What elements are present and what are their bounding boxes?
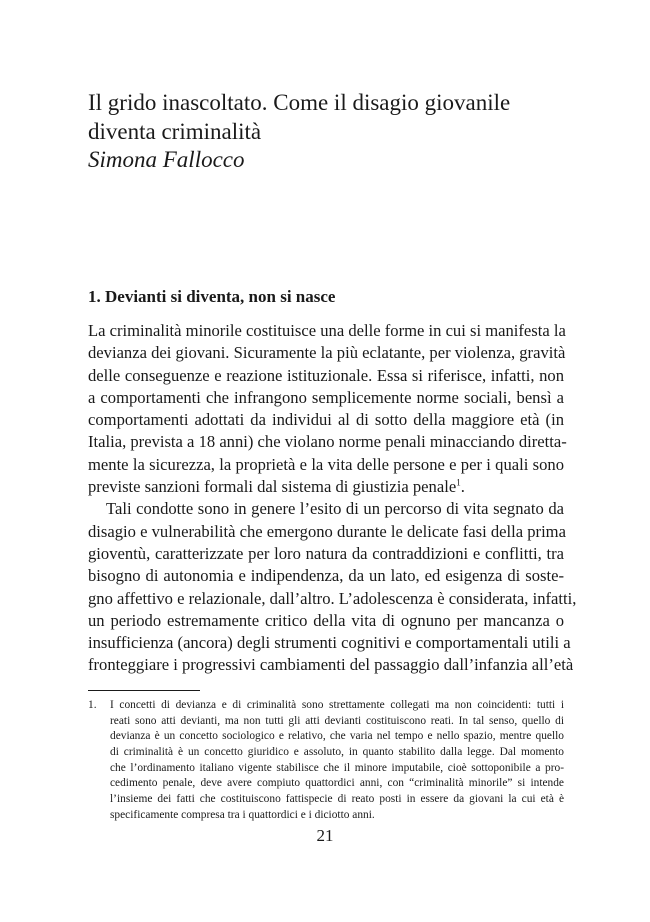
text-line-content: previste sanzioni formali dal sistema di giustizia penale	[88, 477, 457, 497]
chapter-title	[88, 88, 568, 146]
text-line: a comportamenti che infrangono semplicemente norme sociali, bensì a	[88, 387, 564, 407]
footnote-line: specificamente compresa tra i quattordici e i diciotto anni.	[110, 808, 375, 821]
footnote-number: 1.	[88, 699, 97, 711]
footnote-divider	[88, 690, 200, 691]
text-line: mente la sicurezza, la proprietà e la vita delle persone e per i quali sono	[88, 454, 564, 474]
footnote-reference[interactable]: 1	[456, 477, 461, 488]
text-line: La criminalità minorile costituisce una delle forme in cui si manifesta la	[88, 321, 566, 340]
footnote-line: che l’ordinamento italiano vigente stabilisce che il minore imputabile, cioè sottoponibile a pro-	[110, 761, 564, 774]
text-line: Italia, prevista a 18 anni) che violano norme penali minacciando diretta-	[88, 432, 567, 452]
text-line: un periodo estremamente critico della vita di ognuno per mancanza o	[88, 610, 564, 630]
text-line	[88, 476, 564, 498]
chapter-title-line-1: Il grido inascoltato. Come il disagio giovanile	[88, 90, 511, 115]
sentence-end: .	[460, 477, 465, 497]
paragraph-2	[88, 498, 577, 676]
page-number: 21	[316, 826, 334, 845]
footnote-text	[110, 698, 564, 824]
chapter-title-line-2: diventa criminalità	[88, 119, 262, 144]
footnote-line: devianza è un concetto sociologico e relativo, che varia nel tempo e nello spazio, mentre quello	[110, 730, 564, 743]
footnote-line: cedimento penale, deve avere compiuto quattordici anni, con “criminalità minorile” si intende	[110, 777, 564, 790]
chapter-author: Simona Fallocco	[88, 147, 245, 172]
text-line: delle conseguenze e reazione istituzionale. Essa si riferisce, infatti, non	[88, 365, 564, 385]
text-line: fronteggiare i progressivi cambiamenti del passaggio dall’infanzia all’età	[88, 655, 574, 675]
text-line: disagio e vulnerabilità che emergono durante le delicate fasi della prima	[88, 521, 566, 541]
text-line: gioventù, caratterizzate per loro natura da contraddizioni e conflitti, tra	[88, 543, 564, 563]
text-line: comportamenti adottati da individui al di sotto della maggiore età (in	[88, 410, 564, 430]
text-line: bisogno di autonomia e indipendenza, da un lato, ed esigenza di soste-	[88, 566, 564, 586]
text-line: devianza dei giovani. Sicuramente la più eclatante, per violenza, gravità	[88, 343, 566, 363]
paragraph-1	[88, 320, 567, 498]
footnote-line: I concetti di devianza e di criminalità sono strettamente collegati ma non coincidenti: tutti i	[110, 699, 564, 711]
text-line: insufficienza (ancora) degli strumenti cognitivi e comportamentali utili a	[88, 633, 571, 653]
text-line: gno affettivo e relazionale, dall’altro. L’adolescenza è considerata, infatti,	[88, 588, 577, 608]
footnote-line: reati sono atti devianti, ma non tutti gli atti devianti costituiscono reati. In tal senso, quello di	[110, 714, 564, 727]
body-text	[88, 320, 577, 677]
footnote-line: l’insieme dei fatti che costituiscono fattispecie di reato posti in essere da giovani la cui età è	[110, 793, 564, 806]
footnote-line: di criminalità è un concetto giuridico e assoluto, in quanto stabilito dalla legge. Dal momento	[110, 746, 564, 759]
text-line: Tali condotte sono in genere l’esito di un percorso di vita segnato da	[106, 499, 564, 519]
section-heading: 1. Devianti si diventa, non si nasce	[88, 287, 336, 306]
